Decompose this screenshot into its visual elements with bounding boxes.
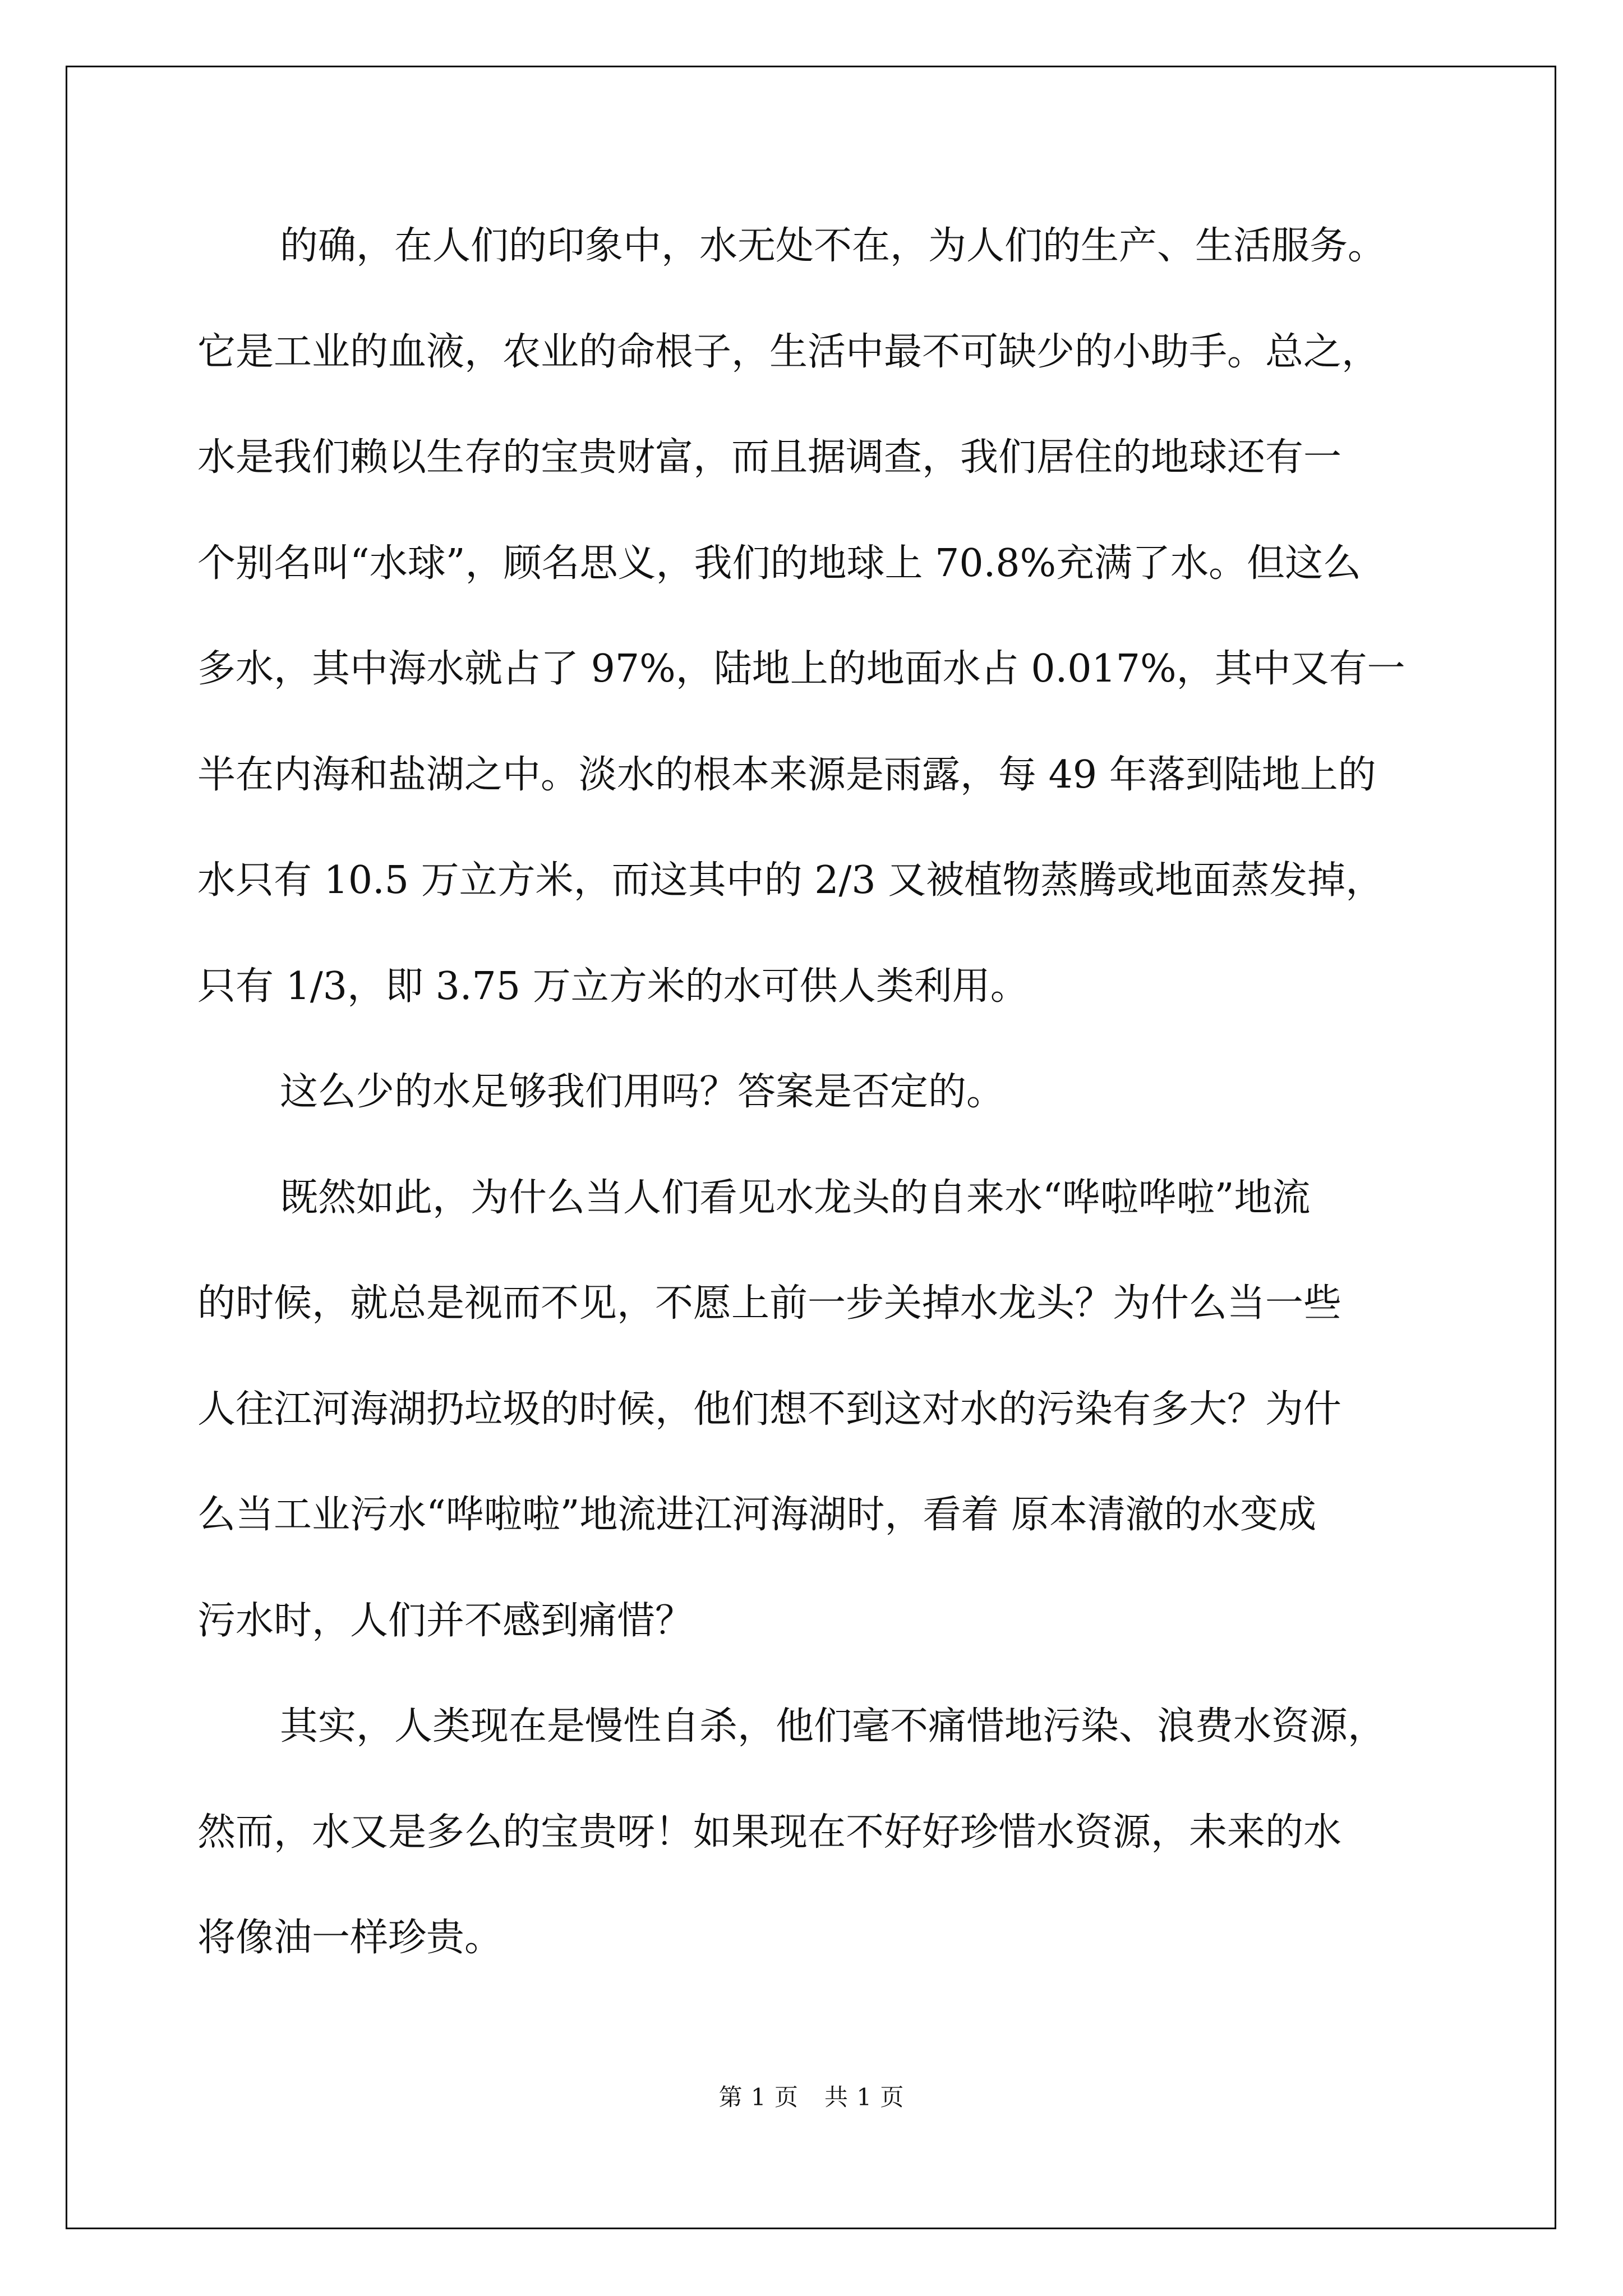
paragraph [197,1145,1431,1674]
text-line: 其实，人类现在是慢性自杀，他们毫不痛惜地污染、浪费水资源， [280,1704,1386,1749]
page-number: 第 1 页 [718,2083,799,2111]
text-line: 它是工业的血液，农业的命根子，生活中最不可缺少的小助手。总之， [197,329,1380,374]
text-line: 水是我们赖以生存的宝贵财富，而且据调查，我们居住的地球还有一 [197,435,1342,480]
page-footer [0,2079,1623,2113]
page-total: 共 1 页 [824,2083,905,2111]
paragraph [197,1674,1431,1991]
paragraph [197,194,1431,1039]
text-line: 将像油一样珍贵。 [197,1916,503,1960]
text-line: 人往江河海湖扔垃圾的时候，他们想不到这对水的污染有多大？为什 [197,1387,1342,1432]
text-line: 污水时，人们并不感到痛惜？ [197,1598,694,1643]
text-line: 只有 1/3，即 3.75 万立方米的水可供人类利用。 [197,964,1029,1009]
document-body [197,194,1431,1991]
paragraph [197,1039,1431,1145]
text-line: 多水，其中海水就占了 97%，陆地上的地面水占 0.017%，其中又有一 [197,647,1405,691]
text-line: 么当工业污水“哗啦啦”地流进江河海湖时，看着 原本清澈的水变成 [197,1493,1317,1537]
text-line: 的确，在人们的印象中，水无处不在，为人们的生产、生活服务。 [280,224,1386,268]
text-line: 半在内海和盐湖之中。淡水的根本来源是雨露，每 49 年落到陆地上的 [197,752,1376,797]
text-line: 然而，水又是多么的宝贵呀！如果现在不好好珍惜水资源，未来的水 [197,1810,1342,1855]
text-line: 这么少的水足够我们用吗？答案是否定的。 [280,1070,1005,1114]
text-line: 水只有 10.5 万立方米，而这其中的 2/3 又被植物蒸腾或地面蒸发掉， [197,858,1384,903]
paragraph-list [197,194,1431,1991]
text-line: 的时候，就总是视而不见，不愿上前一步关掉水龙头？为什么当一些 [197,1281,1342,1326]
text-line: 既然如此，为什么当人们看见水龙头的自来水“哗啦哗啦”地流 [280,1175,1311,1220]
text-line: 个别名叫“水球”，顾名思义，我们的地球上 70.8%充满了水。但这么 [197,541,1362,586]
